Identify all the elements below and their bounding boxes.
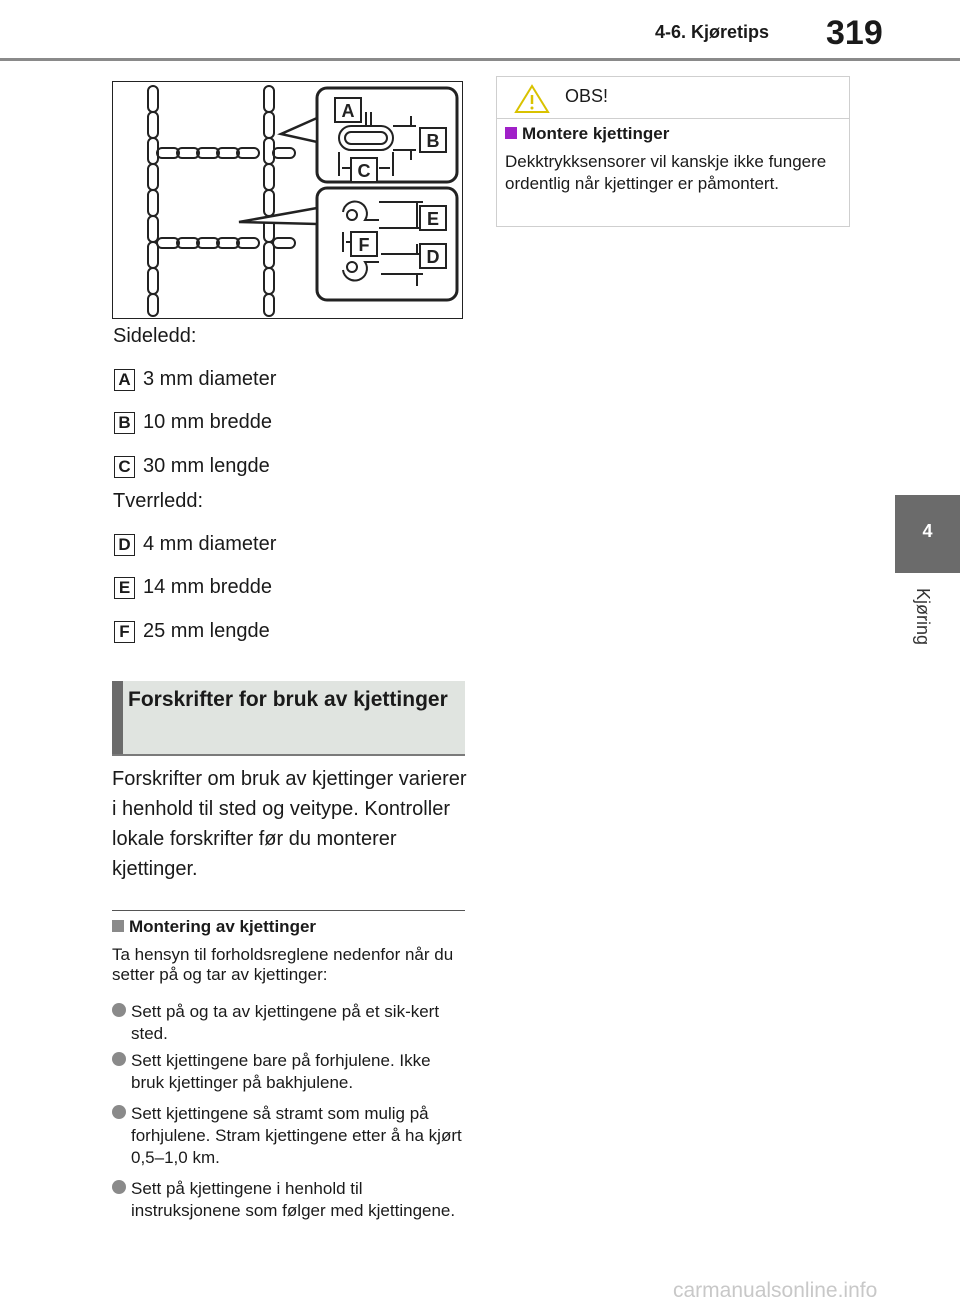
spec-badge: C: [114, 456, 135, 478]
note-square-icon: [112, 920, 124, 932]
note-intro: Ta hensyn til forholdsreglene nedenfor når du setter på og tar av kjettinger:: [112, 945, 454, 984]
caution-square-icon: [505, 127, 517, 139]
bullet-text: Sett på og ta av kjettingene på et sik-kert sted.: [131, 1002, 440, 1043]
callout-d-label: D: [426, 247, 440, 267]
caution-body: Dekktrykksensorer vil kanskje ikke fungere ordentlig når kjettinger er påmontert.: [505, 152, 827, 193]
bullet-text: Sett på kjettingene i henhold til instruksjonene som følger med kjettingene.: [131, 1179, 456, 1220]
spec-badge: D: [114, 534, 135, 556]
section-title: 4-6. Kjøretips: [655, 22, 770, 42]
bullet-text: Sett kjettingene bare på forhjulene. Ikke bruk kjettinger på bakhjulene.: [131, 1051, 431, 1092]
callout-b-label: B: [426, 131, 440, 151]
chapter-tab: [895, 495, 960, 573]
chain-illustration: [113, 82, 462, 318]
spec-badge: B: [114, 412, 135, 434]
spec-badge: F: [114, 621, 135, 643]
note-title: [112, 917, 316, 937]
watermark: carmanualsonline.info: [673, 1279, 878, 1302]
right-vertical-chain: [264, 86, 274, 316]
cross-links-label: Tverrledd:: [113, 490, 204, 512]
upper-pointer: [281, 118, 317, 142]
note-title-text: Montering av kjettinger: [129, 917, 317, 936]
page-number: 319: [826, 14, 883, 52]
note-divider: [112, 910, 465, 911]
bullet-text: Sett kjettingene så stramt som mulig på forhjulene. Stram kjettingene etter å ha kjørt 0,5–1,0 km.: [131, 1104, 462, 1167]
header-rule: [0, 58, 960, 61]
callout-c-label: C: [357, 161, 371, 181]
bullet-icon: [112, 1003, 126, 1017]
lower-pointer: [239, 208, 317, 224]
caution-header: [497, 77, 849, 119]
spec-text: 25 mm lengde: [143, 620, 270, 642]
caution-subtitle-text: Montere kjettinger: [522, 124, 670, 143]
caution-title: OBS!: [565, 86, 609, 106]
bullet-icon: [112, 1180, 126, 1194]
heading-accent-bar: [112, 681, 123, 754]
left-vertical-chain: [148, 86, 158, 316]
side-links-label: Sideledd:: [113, 325, 197, 347]
callout-a-label: A: [341, 101, 355, 121]
spec-text: 30 mm lengde: [143, 455, 270, 477]
section-heading: [112, 681, 465, 756]
bullet-icon: [112, 1105, 126, 1119]
lower-cross-chain: [157, 238, 295, 248]
caution-box: [496, 76, 850, 227]
spec-badge: A: [114, 369, 135, 391]
chain-dimensions-figure: [112, 81, 463, 319]
spec-text: 3 mm diameter: [143, 368, 277, 390]
bullet-icon: [112, 1052, 126, 1066]
warning-triangle-icon: [514, 84, 550, 114]
spec-text: 10 mm bredde: [143, 411, 272, 433]
spec-badge: E: [114, 577, 135, 599]
section-paragraph: Forskrifter om bruk av kjettinger varierer i henhold til sted og veitype. Kontroller lokale forskrifter før du monterer kjettinger.: [112, 768, 467, 880]
callout-e-label: E: [426, 209, 440, 229]
callout-f-label: F: [358, 235, 370, 255]
spec-text: 4 mm diameter: [143, 533, 277, 555]
caution-subtitle: [505, 124, 669, 144]
spec-text: 14 mm bredde: [143, 576, 272, 598]
chapter-label: Kjøring: [913, 588, 933, 646]
section-heading-text: Forskrifter for bruk av kjettinger: [128, 688, 448, 711]
chapter-number: 4: [922, 521, 933, 541]
